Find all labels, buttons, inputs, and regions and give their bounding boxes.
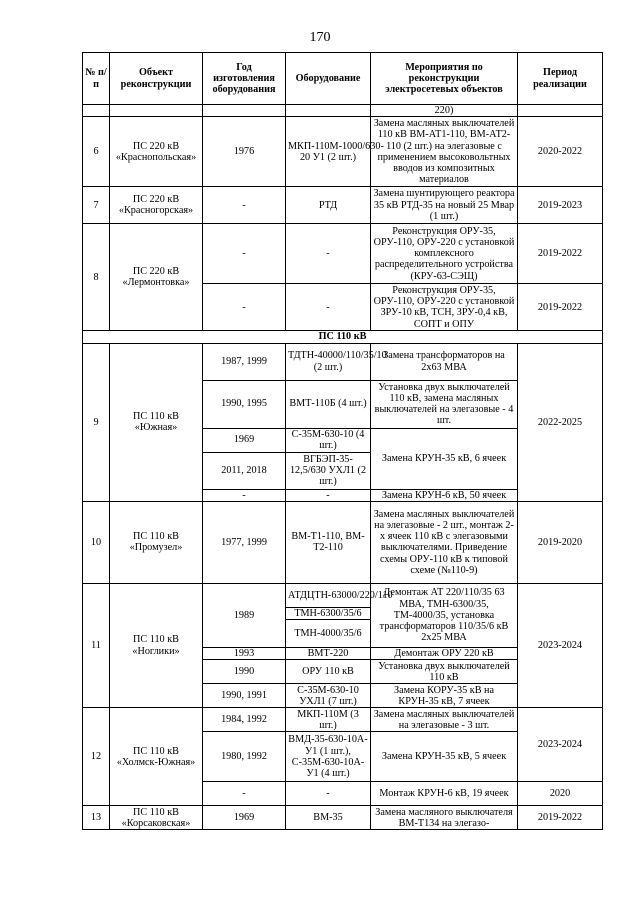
row-year: 1990, 1995 — [203, 380, 286, 428]
row-year: 1969 — [203, 428, 286, 452]
table-row — [83, 224, 603, 284]
row-year: - — [203, 782, 286, 806]
row-equipment: ТМН-6300/35/6 — [286, 607, 371, 619]
row-equipment: АТДЦТН-63000/220/110 — [286, 583, 371, 607]
section-row — [83, 331, 603, 343]
row-period: 2019-2022 — [518, 284, 603, 331]
row-period: 2019-2022 — [518, 224, 603, 284]
table-row — [83, 117, 603, 187]
cell — [203, 105, 286, 117]
row-equipment: ТМН-4000/35/6 — [286, 620, 371, 648]
row-measures: Замена масляных выключателей на элегазовые - 3 шт. — [371, 708, 518, 732]
row-equipment: РТД — [286, 187, 371, 224]
row-year: - — [203, 224, 286, 284]
row-measures: Установка двух выключателей 110 кВ — [371, 660, 518, 684]
row-period: 2022-2025 — [518, 343, 603, 501]
row-num: 9 — [83, 343, 110, 501]
row-period: 2023-2024 — [518, 708, 603, 782]
row-num: 10 — [83, 501, 110, 583]
row-equipment: С-35М-630-10 УХЛ1 (7 шт.) — [286, 684, 371, 708]
row-period: 2019-2023 — [518, 187, 603, 224]
carry-over-cell: 220) — [371, 105, 518, 117]
table-row — [83, 806, 603, 830]
row-year: 1989 — [203, 583, 286, 647]
row-measures: Монтаж КРУН-6 кВ, 19 ячеек — [371, 782, 518, 806]
row-num: 11 — [83, 583, 110, 708]
cell — [286, 105, 371, 117]
row-num: 6 — [83, 117, 110, 187]
row-equipment: ВМ-35 — [286, 806, 371, 830]
row-equipment: ТДТН-40000/110/35/10 (2 шт.) — [286, 343, 371, 380]
row-equipment: - — [286, 489, 371, 501]
row-object: ПС 220 кВ «Лермонтовка» — [110, 224, 203, 331]
cell — [518, 105, 603, 117]
row-year: 1976 — [203, 117, 286, 187]
table-row — [83, 708, 603, 732]
row-measures: Замена КРУН-35 кВ, 6 ячеек — [371, 428, 518, 489]
row-period: 2020 — [518, 782, 603, 806]
header-measures: Мероприятия по реконструкции электросетевых объектов — [371, 53, 518, 105]
row-measures: Замена КОРУ-35 кВ на КРУН-35 кВ, 7 ячеек — [371, 684, 518, 708]
row-measures: Замена КРУН-35 кВ, 5 ячеек — [371, 732, 518, 782]
row-measures: Демонтаж АТ 220/110/35 63 МВА, ТМН-6300/35, ТМ-4000/35, установка трансформаторов 110/35/6 кВ 2х25 МВА — [371, 583, 518, 647]
row-measures: Демонтаж ОРУ 220 кВ — [371, 648, 518, 660]
row-equipment: ВМ-Т1-110, ВМ-Т2-110 — [286, 501, 371, 583]
table-row — [83, 583, 603, 607]
section-title: ПС 110 кВ — [83, 331, 603, 343]
row-object: ПС 110 кВ «Ноглики» — [110, 583, 203, 708]
row-year: 1990 — [203, 660, 286, 684]
row-year: - — [203, 187, 286, 224]
row-year: 1993 — [203, 648, 286, 660]
row-equipment: ВМТ-220 — [286, 648, 371, 660]
row-equipment: ВМТ-110Б (4 шт.) — [286, 380, 371, 428]
row-equipment: - — [286, 284, 371, 331]
table-header-row — [83, 53, 603, 105]
row-period: 2019-2020 — [518, 501, 603, 583]
row-measures: Реконструкция ОРУ-35, ОРУ-110, ОРУ-220 с установкой ЗРУ-10 кВ, ТСН, ЗРУ-0,4 кВ, СОПТ и ОПУ — [371, 284, 518, 331]
row-equipment: МКП-110М (3 шт.) — [286, 708, 371, 732]
table-row — [83, 501, 603, 583]
row-measures: Замена трансформаторов на 2х63 МВА — [371, 343, 518, 380]
row-object: ПС 110 кВ «Холмск-Южная» — [110, 708, 203, 806]
header-object: Объект реконструкции — [110, 53, 203, 105]
row-measures: Замена КРУН-6 кВ, 50 ячеек — [371, 489, 518, 501]
row-measures: Замена масляных выключателей на элегазовые - 2 шт., монтаж 2-х ячеек 110 кВ с элегазовыми выключателями. Приведение схемы ОРУ-110 кВ к типовой схеме (№110-9) — [371, 501, 518, 583]
row-year: 1969 — [203, 806, 286, 830]
cell — [83, 105, 110, 117]
row-measures: Замена масляного выключателя ВМ-Т134 на элегазо- — [371, 806, 518, 830]
row-num: 12 — [83, 708, 110, 806]
row-equipment: С-35М-630-10 (4 шт.) — [286, 428, 371, 452]
table-row — [83, 343, 603, 380]
row-year: 1977, 1999 — [203, 501, 286, 583]
row-equipment: - — [286, 782, 371, 806]
row-object: ПС 220 кВ «Краснопольская» — [110, 117, 203, 187]
header-num: № п/п — [83, 53, 110, 105]
row-equipment: МКП-110М-1000/630-20 У1 (2 шт.) — [286, 117, 371, 187]
page-number: 170 — [309, 30, 331, 45]
row-num: 8 — [83, 224, 110, 331]
row-object: ПС 110 кВ «Южная» — [110, 343, 203, 501]
table-row — [83, 187, 603, 224]
row-measures: Реконструкция ОРУ-35, ОРУ-110, ОРУ-220 с установкой комплексного распределительного устройства (КРУ-63-СЭЩ) — [371, 224, 518, 284]
row-num: 7 — [83, 187, 110, 224]
header-year: Год изготовления оборудования — [203, 53, 286, 105]
row-year: - — [203, 489, 286, 501]
row-year: 1984, 1992 — [203, 708, 286, 732]
row-year: - — [203, 284, 286, 331]
reconstruction-table — [82, 52, 603, 830]
row-measures: Замена шунтирующего реактора 35 кВ РТД-35 на новый 25 Мвар (1 шт.) — [371, 187, 518, 224]
row-measures: Замена масляных выключателей 110 кВ ВМ-АТ1-110, ВМ-АТ2-110 (2 шт.) на элегазовые с применением высоковольтных вводов из композитных материалов — [371, 117, 518, 187]
row-year: 1990, 1991 — [203, 684, 286, 708]
row-equipment: ВГБЭП-35-12,5/630 УХЛ1 (2 шт.) — [286, 452, 371, 489]
header-equipment: Оборудование — [286, 53, 371, 105]
row-object: ПС 110 кВ «Корсаковская» — [110, 806, 203, 830]
row-object: ПС 110 кВ «Промузел» — [110, 501, 203, 583]
row-year: 1980, 1992 — [203, 732, 286, 782]
row-equipment: ВМД-35-630-10А-У1 (1 шт.), С-35М-630-10А-У1 (4 шт.) — [286, 732, 371, 782]
row-period: 2019-2022 — [518, 806, 603, 830]
row-period: 2023-2024 — [518, 583, 603, 708]
row-year: 1987, 1999 — [203, 343, 286, 380]
table-row — [83, 105, 603, 117]
row-measures: Установка двух выключателей 110 кВ, замена масляных выключателей на элегазовые - 4 шт. — [371, 380, 518, 428]
cell — [110, 105, 203, 117]
row-object: ПС 220 кВ «Красногорская» — [110, 187, 203, 224]
row-equipment: ОРУ 110 кВ — [286, 660, 371, 684]
row-num: 13 — [83, 806, 110, 830]
header-period: Период реализации — [518, 53, 603, 105]
row-period: 2020-2022 — [518, 117, 603, 187]
row-year: 2011, 2018 — [203, 452, 286, 489]
row-equipment: - — [286, 224, 371, 284]
